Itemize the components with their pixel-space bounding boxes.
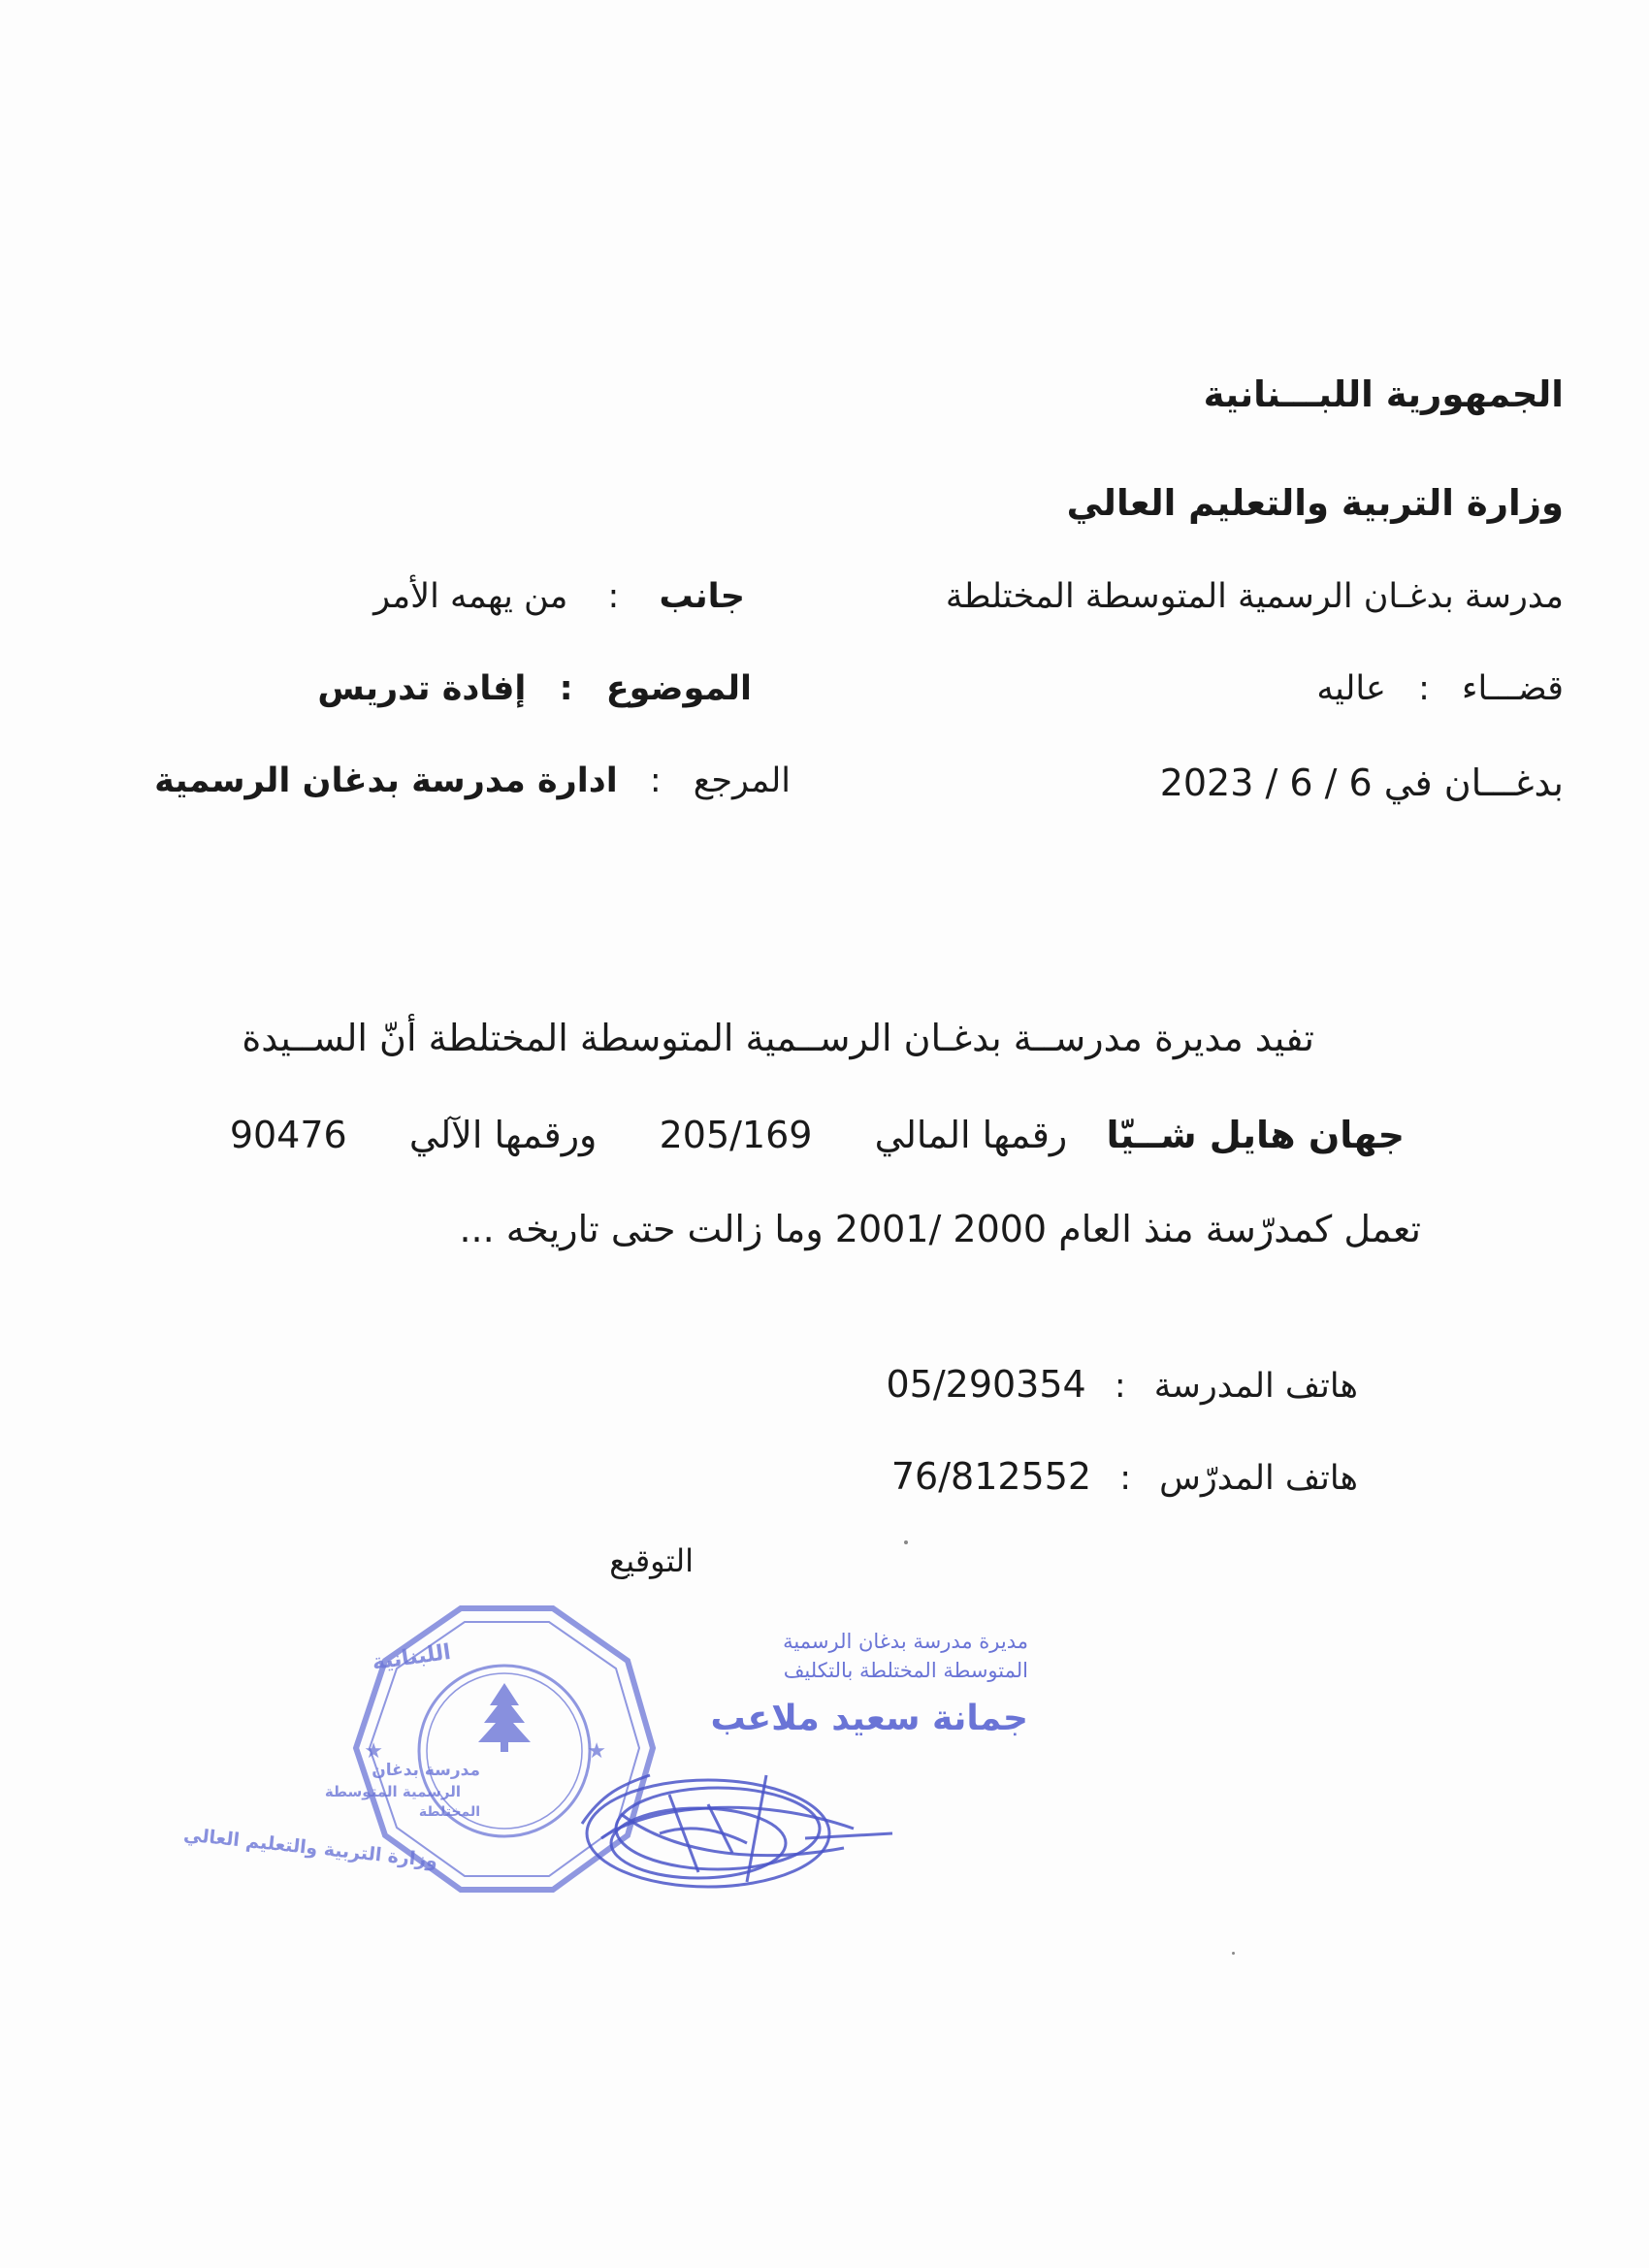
district-value: عاليه (1316, 669, 1386, 708)
handwritten-signature (563, 1736, 912, 1921)
auto-label: ورقمها الآلي (408, 1114, 598, 1156)
to-line: جانب : من يهمه الأمر (373, 577, 745, 616)
reference-label: المرجع (693, 761, 791, 800)
teacher-phone-line: هاتف المدرّس : 76/812552 (890, 1455, 1358, 1498)
svg-text:مدرسة بدغان: مدرسة بدغان (372, 1761, 480, 1780)
to-label: جانب (659, 577, 745, 616)
signer-title-line-1: مديرة مدرسة بدغان الرسمية (783, 1630, 1028, 1653)
svg-text:المختلطة: المختلطة (418, 1804, 480, 1820)
auto-number: 90476 (229, 1114, 347, 1156)
reference-line: المرجع : ادارة مدرسة بدغان الرسمية (154, 761, 791, 800)
signer-name: جمانة سعيد ملاعب (710, 1699, 1028, 1738)
republic-heading: الجمهورية اللبـــنانية (1203, 373, 1564, 415)
teacher-phone-value: 76/812552 (890, 1455, 1092, 1498)
scan-speck (904, 1540, 908, 1544)
body-line-1: تفيد مديرة مدرســة بدغـان الرســمية المتوسطة المختلطة أنّ الســيدة (242, 1017, 1314, 1059)
teacher-name: جهان هايل شــيّا (1106, 1114, 1405, 1156)
school-phone-value: 05/290354 (886, 1363, 1086, 1406)
place-date: بدغـــان في 6 / 6 / 2023 (1159, 761, 1564, 804)
school-phone-label: هاتف المدرسة (1153, 1367, 1358, 1406)
body-line-2 (230, 1114, 1405, 1156)
signer-block (710, 1627, 1028, 1738)
reference-value: ادارة مدرسة بدغان الرسمية (154, 761, 618, 800)
svg-text:الرسمية المتوسطة: الرسمية المتوسطة (324, 1783, 461, 1800)
district-line: قضـــاء : عاليه (1316, 669, 1564, 708)
svg-text:★: ★ (364, 1739, 383, 1764)
scan-speck (1232, 1952, 1235, 1955)
financial-label: رقمها المالي (874, 1114, 1068, 1156)
subject-value: إفادة تدريس (317, 669, 527, 708)
district-label: قضـــاء (1462, 669, 1564, 708)
school-name: مدرسة بدغـان الرسمية المتوسطة المختلطة (945, 577, 1564, 616)
to-value: من يهمه الأمر (373, 577, 568, 616)
teacher-phone-label: هاتف المدرّس (1159, 1459, 1358, 1498)
school-phone-line: هاتف المدرسة : 05/290354 (886, 1363, 1358, 1406)
subject-line: الموضوع : إفادة تدريس (317, 669, 752, 708)
signer-title-line-2: المتوسطة المختلطة بالتكليف (783, 1659, 1028, 1682)
svg-text:★: ★ (587, 1739, 606, 1764)
ministry-heading: وزارة التربية والتعليم العالي (1066, 482, 1564, 524)
signature-label: التوقيع (609, 1542, 694, 1579)
body-line-3: تعمل كمدرّسة منذ العام 2000 /2001 وما زالت حتى تاريخه ... (459, 1208, 1421, 1250)
svg-text:وزارة التربية والتعليم العالي: وزارة التربية والتعليم العالي (182, 1824, 439, 1872)
subject-label: الموضوع (605, 669, 752, 708)
financial-number: 205/169 (659, 1114, 813, 1156)
cedar-tree-icon (478, 1683, 531, 1752)
svg-text:اللبنانية: اللبنانية (371, 1639, 453, 1675)
